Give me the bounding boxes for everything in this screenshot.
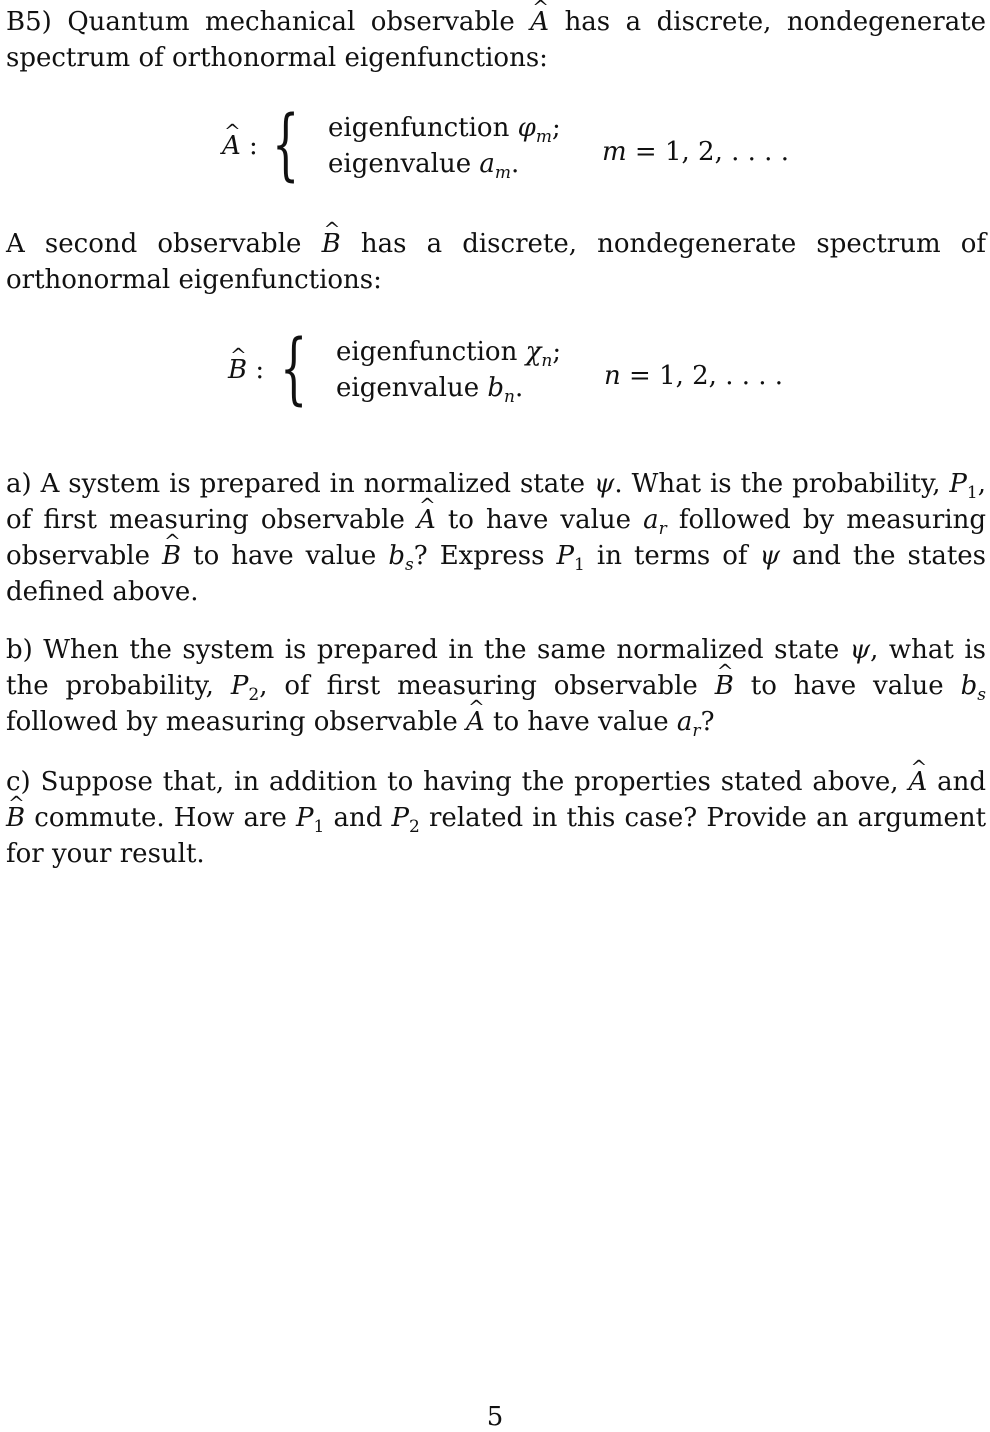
subscript: m: [535, 127, 552, 148]
part-a-text: a) A system is prepared in normalized state: [6, 469, 586, 499]
part-a-text: to have value: [193, 541, 377, 571]
subscript: 2: [409, 817, 420, 838]
second-observable-paragraph: [6, 226, 986, 298]
equation-a-label: [222, 128, 258, 164]
equation-a-line-2: [328, 146, 561, 182]
range-values: = 1, 2, . . . .: [634, 137, 789, 167]
equation-a-line-1: [328, 110, 561, 146]
equation-a: [0, 100, 990, 190]
part-b-text: ?: [700, 707, 715, 737]
left-brace: {: [280, 324, 308, 414]
intro-text-1: Quantum mechanical observable: [67, 7, 515, 37]
equation-b-line-1: [336, 334, 561, 370]
part-c-text: c) Suppose that, in addition to having the properties stated above,: [6, 767, 899, 797]
part-a-paragraph: [6, 466, 986, 610]
probability-symbol: P: [556, 541, 575, 571]
range-variable: m: [602, 137, 627, 167]
intro-paragraph: [6, 4, 986, 76]
subscript: 2: [248, 685, 260, 706]
equation-b-label: [228, 352, 264, 388]
left-brace: {: [272, 100, 300, 190]
eigenvalue-symbol: b: [388, 541, 405, 571]
subscript: s: [404, 555, 414, 576]
operator-b: ^ B: [6, 800, 25, 836]
eigenvalue-symbol: b: [960, 671, 978, 701]
psi-symbol: ψ: [594, 469, 615, 499]
equation-a-range: [602, 134, 789, 170]
part-a-text: . What is the probability,: [614, 469, 941, 499]
subscript: 1: [313, 817, 325, 838]
operator-a: ^ A: [530, 4, 549, 40]
chi-symbol: χ: [525, 337, 542, 367]
punctuation: .: [511, 149, 520, 179]
equation-a-lines: [328, 110, 561, 182]
part-a-text: , of first measuring observable: [6, 469, 987, 535]
part-a-text: and the states defined above.: [6, 541, 986, 607]
subscript: 1: [574, 555, 585, 576]
punctuation: ;: [552, 337, 562, 367]
operator-b: ^ B: [322, 226, 341, 262]
second-text-1: A second observable: [6, 229, 302, 259]
subscript: n: [541, 351, 553, 372]
equation-a-operator: ^ A: [222, 128, 241, 164]
part-c-text: related in this case? Provide an argument for your result.: [6, 803, 987, 869]
part-b-text: , of first measuring observable: [259, 671, 698, 701]
part-a-text: followed by measuring observable: [6, 505, 987, 571]
equation-b-lines: [336, 334, 561, 406]
psi-symbol: ψ: [849, 635, 871, 665]
eigenvalue-symbol: a: [676, 707, 693, 737]
intro-text-2: has a discrete, nondegenerate spectrum of orthonormal eigenfunctions:: [6, 7, 987, 73]
part-c-text: and: [333, 803, 383, 833]
equation-b: [0, 324, 990, 414]
operator-a: ^ A: [466, 704, 485, 740]
subscript: r: [692, 721, 701, 742]
part-b-text: followed by measuring observable: [6, 707, 458, 737]
problem-label: B5): [6, 7, 52, 37]
second-text-2: has a discrete, nondegenerate spectrum of orthonormal eigenfunctions:: [6, 229, 987, 295]
line-text: eigenvalue: [328, 149, 472, 179]
subscript: r: [658, 519, 667, 540]
page-number: 5: [486, 1402, 504, 1432]
range-variable: n: [604, 361, 621, 391]
operator-a: ^ A: [417, 502, 436, 538]
range-values: = 1, 2, . . . .: [629, 361, 784, 391]
a-symbol: a: [479, 149, 495, 179]
eigenvalue-symbol: a: [643, 505, 659, 535]
part-a-text: to have value: [447, 505, 632, 535]
probability-symbol: P: [295, 803, 314, 833]
operator-a: ^ A: [908, 764, 927, 800]
probability-symbol: P: [230, 671, 249, 701]
subscript: 1: [966, 483, 978, 504]
operator-b: ^ B: [715, 668, 734, 704]
line-text: eigenfunction: [328, 113, 510, 143]
part-a-text: in terms of: [596, 541, 748, 571]
subscript: m: [494, 163, 512, 184]
psi-symbol: ψ: [759, 541, 780, 571]
b-symbol: b: [487, 373, 505, 403]
part-b-paragraph: [6, 632, 986, 740]
probability-symbol: P: [391, 803, 410, 833]
part-b-text: b) When the system is prepared in the same normalized state: [6, 635, 840, 665]
part-c-text: and: [937, 767, 987, 797]
equation-b-colon: :: [255, 355, 265, 385]
part-c-text: commute. How are: [34, 803, 287, 833]
equation-b-line-2: [336, 370, 561, 406]
equation-a-colon: :: [249, 131, 258, 161]
part-b-text: , what is the probability,: [6, 635, 986, 701]
line-text: eigenfunction: [336, 337, 518, 367]
part-c-paragraph: [6, 764, 986, 872]
probability-symbol: P: [949, 469, 967, 499]
equation-b-operator: ^ B: [228, 352, 247, 388]
punctuation: ;: [551, 113, 561, 143]
part-a-text: ? Express: [413, 541, 545, 571]
subscript: n: [504, 387, 515, 408]
equation-b-range: [604, 358, 783, 394]
line-text: eigenvalue: [336, 373, 480, 403]
part-b-text: to have value: [493, 707, 669, 737]
punctuation: .: [515, 373, 524, 403]
phi-symbol: φ: [517, 113, 536, 143]
operator-b: ^ B: [162, 538, 181, 574]
part-b-text: to have value: [750, 671, 944, 701]
subscript: s: [977, 685, 987, 706]
